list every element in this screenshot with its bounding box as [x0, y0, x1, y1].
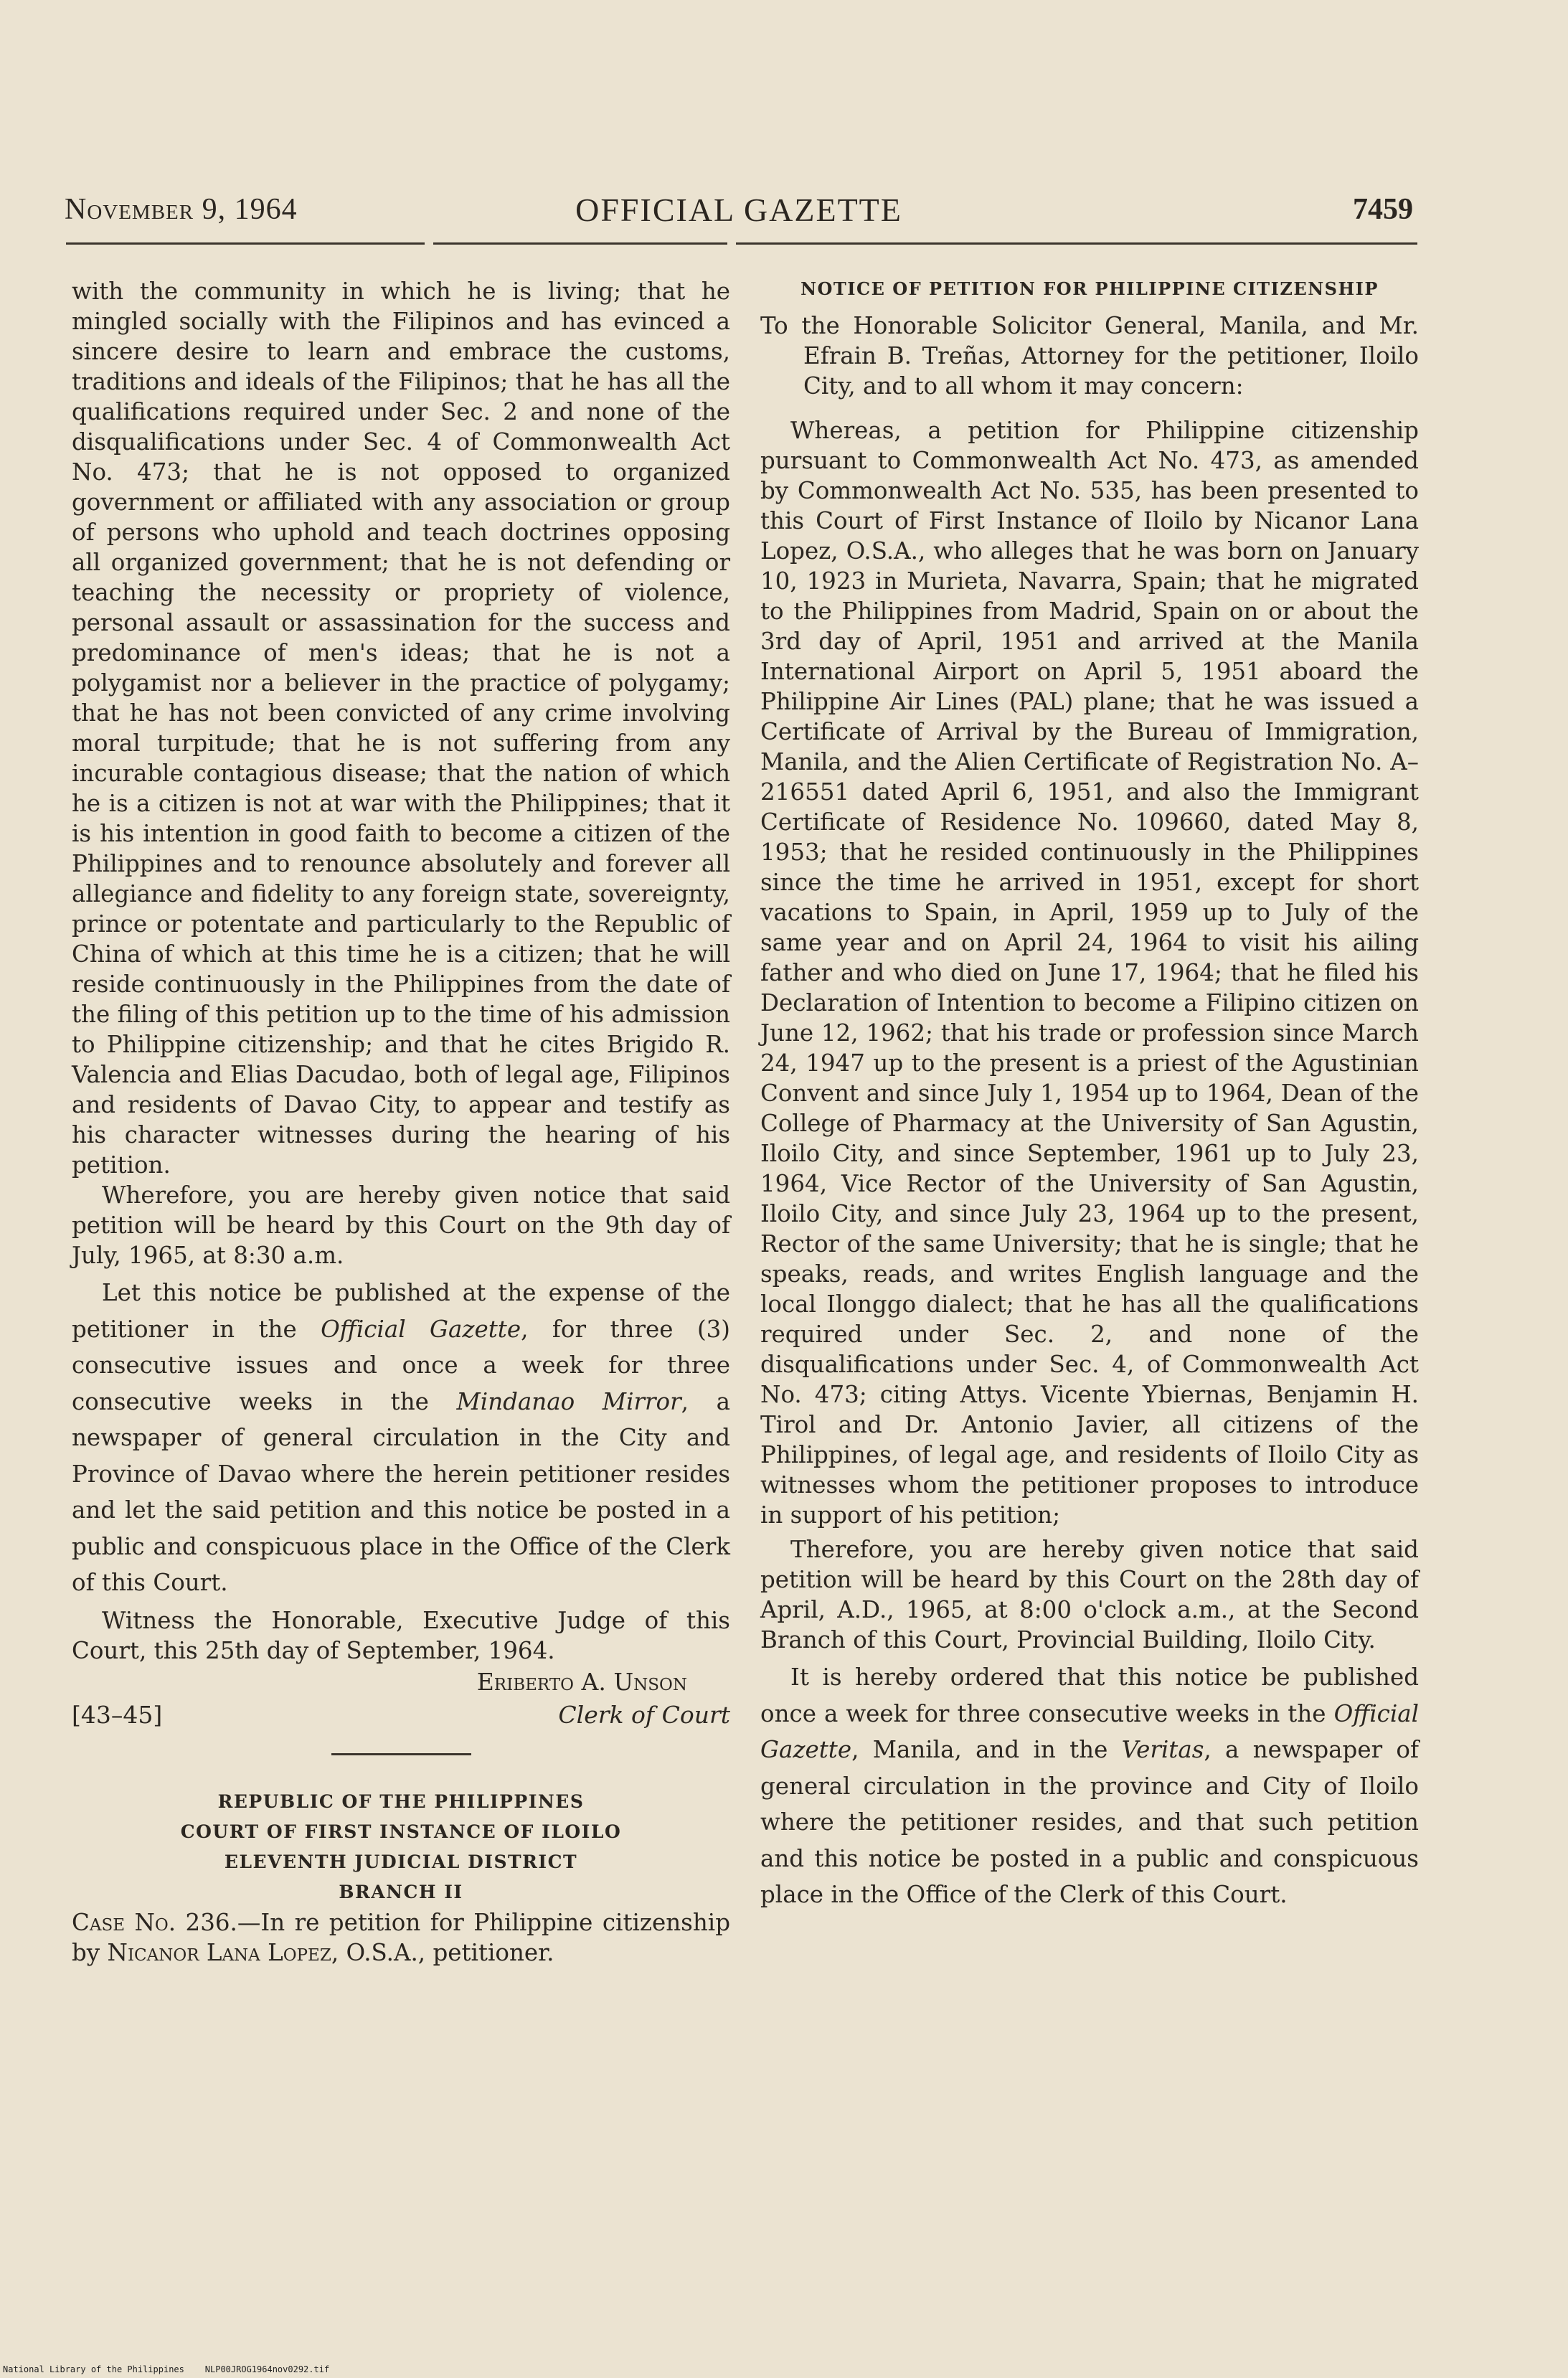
left-column: [72, 276, 730, 1968]
left-p3-text-b: , for three (3) consecutive issues and once a week for three consecutive weeks in the: [72, 1315, 730, 1415]
left-paragraph-2: Wherefore, you are hereby given notice that said petition will be heard by this Court on the 9th day of July, 1965, at 8:30 a.m.: [72, 1181, 730, 1269]
case-label: Case No. 236.: [72, 1908, 237, 1936]
header-rule-left: [66, 242, 425, 245]
case-text: —In re petition for Philippine citizenship by: [72, 1908, 730, 1966]
left-p3-text-a: Let this notice be published at the expense of the petitioner in the: [72, 1279, 730, 1343]
right-column: [760, 276, 1419, 1913]
left-paragraph-4: Witness the Honorable, Executive Judge of this Court, this 25th day of September, 1964.: [72, 1606, 730, 1664]
notice-title: NOTICE OF PETITION FOR PHILIPPINE CITIZENSHIP: [800, 278, 1379, 299]
case-caption: [72, 1907, 730, 1968]
case-end: , O.S.A., petitioner.: [331, 1938, 554, 1966]
right-p3-publication-1: Official Gazette: [760, 1699, 1419, 1763]
header-page-number: 7459: [1353, 193, 1413, 226]
right-p3-publication-2: Veritas: [1121, 1736, 1204, 1763]
page-header: [65, 188, 1413, 238]
court-line-court: COURT OF FIRST INSTANCE OF ILOILO: [180, 1821, 622, 1842]
court-line-republic: REPUBLIC OF THE PHILIPPINES: [217, 1790, 585, 1812]
court-heading: [72, 1787, 730, 1907]
scan-footer: [3, 2364, 329, 2374]
header-rule-middle: [433, 242, 727, 245]
right-p3-text-c: , a newspaper of general circulation in the province and City of Iloilo where the petitioner resides, and that such petition and this notice be posted in a public and conspicuous place in the Office of the Clerk of this Court.: [760, 1736, 1419, 1908]
right-paragraph-3: [760, 1659, 1419, 1913]
right-paragraph-1: Whereas, a petition for Philippine citizenship pursuant to Commonwealth Act No. 473, as amended by Commonwealth Act No. 535, has been presented to this Court of First Instance of Iloilo by Nicanor Lana Lopez, O.S.A., who alleges that he was born on January 10, 1923 in Murieta, Navarra, Spain; that he migrated to the Philippines from Madrid, Spain on or about the 3rd day of April, 1951 and arrived at the Manila International Airport on April 5, 1951 aboard the Philippine Air Lines (PAL) plane; that he was issued a Certificate of Arrival by the Bureau of Immigration, Manila, and the Alien Certificate of Registration No. A–216551 dated April 6, 1951, and also the Immigrant Certificate of Residence No. 109660, dated May 8, 1953; that he resided continuously in the Philippines since the time he arrived in 1951, except for short vacations to Spain, in April, 1959 up to July of the same year and on April 24, 1964 to visit his ailing father and who died on June 17, 1964; that he filed his Declaration of Intention to become a Filipino citizen on June 12, 1962; that his trade or profession since March 24, 1947 up to the present is a priest of the Agustinian Convent and since July 1, 1954 up to 1964, Dean of the College of Pharmacy at the University of San Agustin, Iloilo City, and since September, 1961 up to July 23, 1964, Vice Rector of the University of San Agustin, Iloilo City, and since July 23, 1964 up to the present, Rector of the same University; that he is single; that he speaks, reads, and writes English language and the local Ilonggo dialect; that he has all the qualifications required under Sec. 2, and none of the disqualifications under Sec. 4, of Commonwealth Act No. 473; citing Attys. Vicente Ybiernas, Benjamin H. Tirol and Dr. Antonio Javier, all citizens of the Philippines, of legal age, and residents of Iloilo City as witnesses whom the petitioner proposes to introduce in support of his petition;: [760, 417, 1419, 1529]
signature-title: Clerk of Court: [558, 1700, 730, 1729]
court-line-district: ELEVENTH JUDICIAL DISTRICT: [224, 1851, 578, 1872]
right-p3-text-b: , Manila, and in the: [851, 1736, 1122, 1763]
footer-filename: NLP00JROG1964nov0292.tif: [204, 2364, 330, 2374]
court-line-branch: BRANCH II: [339, 1881, 463, 1902]
header-title: OFFICIAL GAZETTE: [575, 192, 902, 228]
footer-library: National Library of the Philippines: [3, 2364, 184, 2374]
left-p3-text-c: , a newspaper of general circulation in the City and Province of Davao where the herein petitioner resides and let the said petition and this notice be posted in a public and conspicuous place in the Office of the Clerk of this Court.: [72, 1387, 730, 1596]
issue-reference: [43–45]: [72, 1700, 163, 1729]
signature-name: Eriberto A. Unson: [476, 1667, 687, 1696]
signature-block: [72, 1667, 730, 1733]
case-petitioner-name: Nicanor Lana Lopez: [107, 1938, 331, 1966]
right-p3-text-a: It is hereby ordered that this notice be published once a week for three consecutive weeks in the: [760, 1664, 1419, 1727]
header-date: November 9, 1964: [65, 193, 298, 226]
notice-addressee: To the Honorable Solicitor General, Manila, and Mr. Efrain B. Treñas, Attorney for the petitioner, Iloilo City, and to all whom it may concern:: [760, 312, 1419, 400]
left-paragraph-1: with the community in which he is living; that he mingled socially with the Filipinos and has evinced a sincere desire to learn and embrace the customs, traditions and ideals of the Filipinos; that he has all the qualifications required under Sec. 2 and none of the disqualifications under Sec. 4 of Commonwealth Act No. 473; that he is not opposed to organized government or affiliated with any association or group of persons who uphold and teach doctrines opposing all organized government; that he is not defending or teaching the necessity or propriety of violence, personal assault or assassination for the success and predominance of men's ideas; that he is not a polygamist nor a believer in the practice of polygamy; that he has not been convicted of any crime involving moral turpitude; that he is not suffering from any incurable contagious disease; that the nation of which he is a citizen is not at war with the Philippines; that it is his intention in good faith to become a citizen of the Philippines and to renounce absolutely and forever all allegiance and fidelity to any foreign state, sovereignty, prince or potentate and particularly to the Republic of China of which at this time he is a citizen; that he will reside continuously in the Philippines from the date of the filing of this petition up to the time of his admission to Philippine citizenship; and that he cites Brigido R. Valencia and Elias Dacudao, both of legal age, Filipinos and residents of Davao City, to appear and testify as his character witnesses during the hearing of his petition.: [72, 278, 730, 1179]
left-paragraph-3: [72, 1275, 730, 1601]
section-divider: [331, 1753, 471, 1755]
right-paragraph-2: Therefore, you are hereby given notice that said petition will be heard by this Court on the 28th day of April, A.D., 1965, at 8:00 o'clock a.m., at the Second Branch of this Court, Provincial Building, Iloilo City.: [760, 1536, 1419, 1653]
left-p3-publication-1: Official Gazette: [321, 1315, 521, 1343]
header-rule-right: [736, 242, 1417, 245]
left-p3-publication-2: Mindanao Mirror: [456, 1387, 681, 1415]
